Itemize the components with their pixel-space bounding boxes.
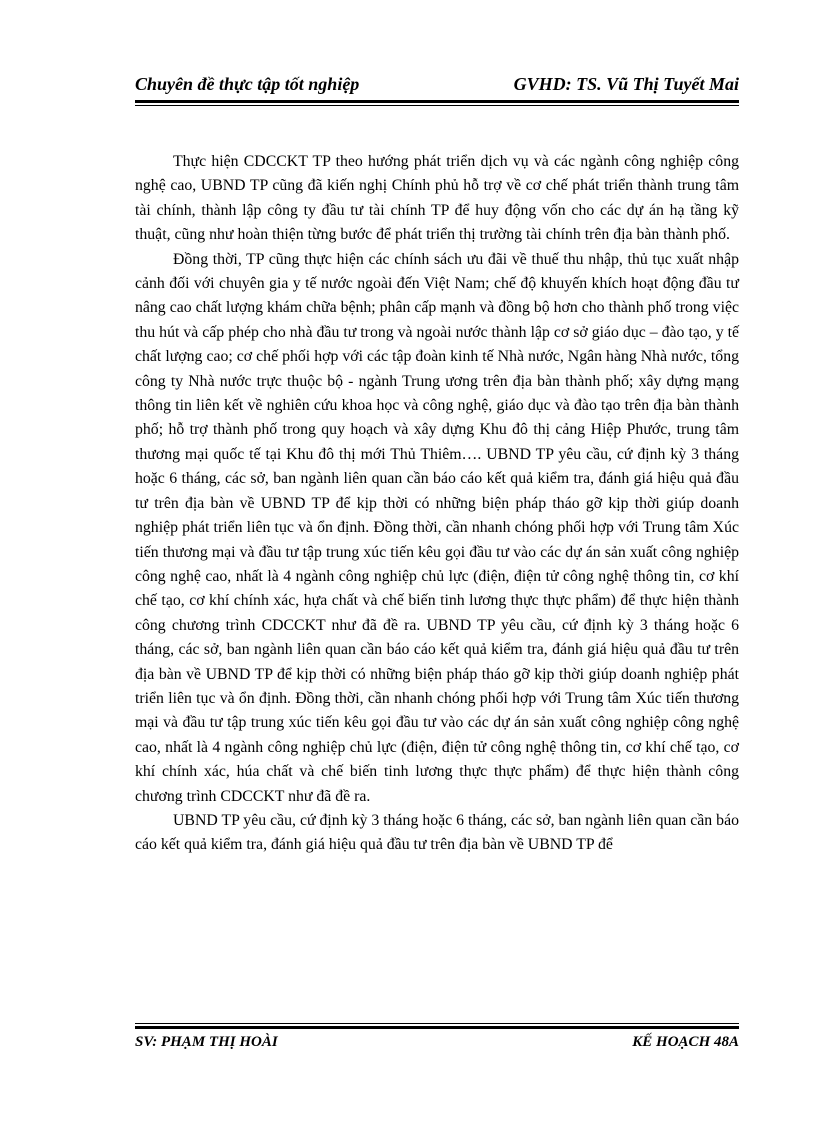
- body-paragraph: Đồng thời, TP cũng thực hiện các chính sách ưu đãi về thuế thu nhập, thủ tục xuất nhập cảnh đối với chuyên gia y tế nước ngoài đến Việt Nam; chế độ khuyến khích hoạt động đầu tư nâng cao chất lượng khám chữa bệnh; phân cấp mạnh và đồng bộ hơn cho thành phố trong việc thu hút và cấp phép cho nhà đầu tư trong và ngoài nước thành lập cơ sở giáo dục – đào tạo, y tế chất lượng cao; cơ chế phối hợp với các tập đoàn kinh tế Nhà nước, Ngân hàng Nhà nước, tổng công ty Nhà nước trực thuộc bộ - ngành Trung ương trên địa bàn thành phố; xây dựng mạng thông tin liên kết về nghiên cứu khoa học và công nghệ, giáo dục và đào tạo trên địa bàn thành phố; hỗ trợ thành phố trong quy hoạch và xây dựng Khu đô thị cảng Hiệp Phước, trung tâm thương mại quốc tế tại Khu đô thị mới Thủ Thiêm…. UBND TP yêu cầu, cứ định kỳ 3 tháng hoặc 6 tháng, các sở, ban ngành liên quan cần báo cáo kết quả kiểm tra, đánh giá hiệu quả đầu tư trên địa bàn về UBND TP để kịp thời có những biện pháp tháo gỡ kịp thời giúp doanh nghiệp phát triển liên tục và ổn định. Đồng thời, cần nhanh chóng phối hợp với Trung tâm Xúc tiến thương mại và đầu tư tập trung xúc tiến kêu gọi đầu tư vào các dự án sản xuất công nghiệp công nghệ cao, nhất là 4 ngành công nghiệp chủ lực (điện, điện tử công nghệ thông tin, cơ khí chế tạo, cơ khí chính xác, hựa chất và chế biến tinh lương thực thực phẩm) để thực hiện thành công chương trình CDCCKT như đã đề ra. UBND TP yêu cầu, cứ định kỳ 3 tháng hoặc 6 tháng, các sở, ban ngành liên quan cần báo cáo kết quả kiểm tra, đánh giá hiệu quả đầu tư trên địa bàn về UBND TP để kịp thời có những biện pháp tháo gỡ kịp thời giúp doanh nghiệp phát triển liên tục và ổn định. Đồng thời, cần nhanh chóng phối hợp với Trung tâm Xúc tiến thương mại và đầu tư tập trung xúc tiến kêu gọi đầu tư vào các dự án sản xuất công nghiệp công nghệ cao, nhất là 4 ngành công nghiệp chủ lực (điện, điện tử công nghệ thông tin, cơ khí chế tạo, cơ khí chính xác, húa chất và chế biến tinh lương thực thực phẩm) để thực hiện thành công chương trình CDCCKT như đã đề ra.: [135, 250, 739, 805]
- body-paragraph: UBND TP yêu cầu, cứ định kỳ 3 tháng hoặc 6 tháng, các sở, ban ngành liên quan cần báo cáo kết quả kiểm tra, đánh giá hiệu quả đầu tư trên địa bàn về UBND TP để: [135, 811, 739, 854]
- header-divider-thick: [135, 100, 739, 103]
- header-divider-thin: [135, 105, 739, 106]
- page-header: [135, 72, 739, 96]
- footer-student: SV: PHẠM THỊ HOÀI: [135, 1034, 278, 1050]
- body-paragraph: Thực hiện CDCCKT TP theo hướng phát triển dịch vụ và các ngành công nghiệp công nghệ cao, UBND TP cũng đã kiến nghị Chính phủ hỗ trợ về cơ chế phát triển thành trung tâm tài chính, thành lập công ty đầu tư tài chính TP để huy động vốn cho các dự án hạ tầng kỹ thuật, cũng như hoàn thiện từng bước để phát triển thị trường tài chính trên địa bàn thành phố.: [135, 153, 739, 244]
- document-body: [135, 150, 739, 858]
- header-title: Chuyên đề thực tập tốt nghiệp: [135, 74, 360, 94]
- footer-divider-thin: [135, 1023, 739, 1024]
- page-footer: [135, 1032, 739, 1052]
- footer-divider-thick: [135, 1026, 739, 1029]
- footer-class: KẾ HOẠCH 48A: [632, 1034, 739, 1050]
- header-supervisor: GVHD: TS. Vũ Thị Tuyết Mai: [513, 74, 739, 94]
